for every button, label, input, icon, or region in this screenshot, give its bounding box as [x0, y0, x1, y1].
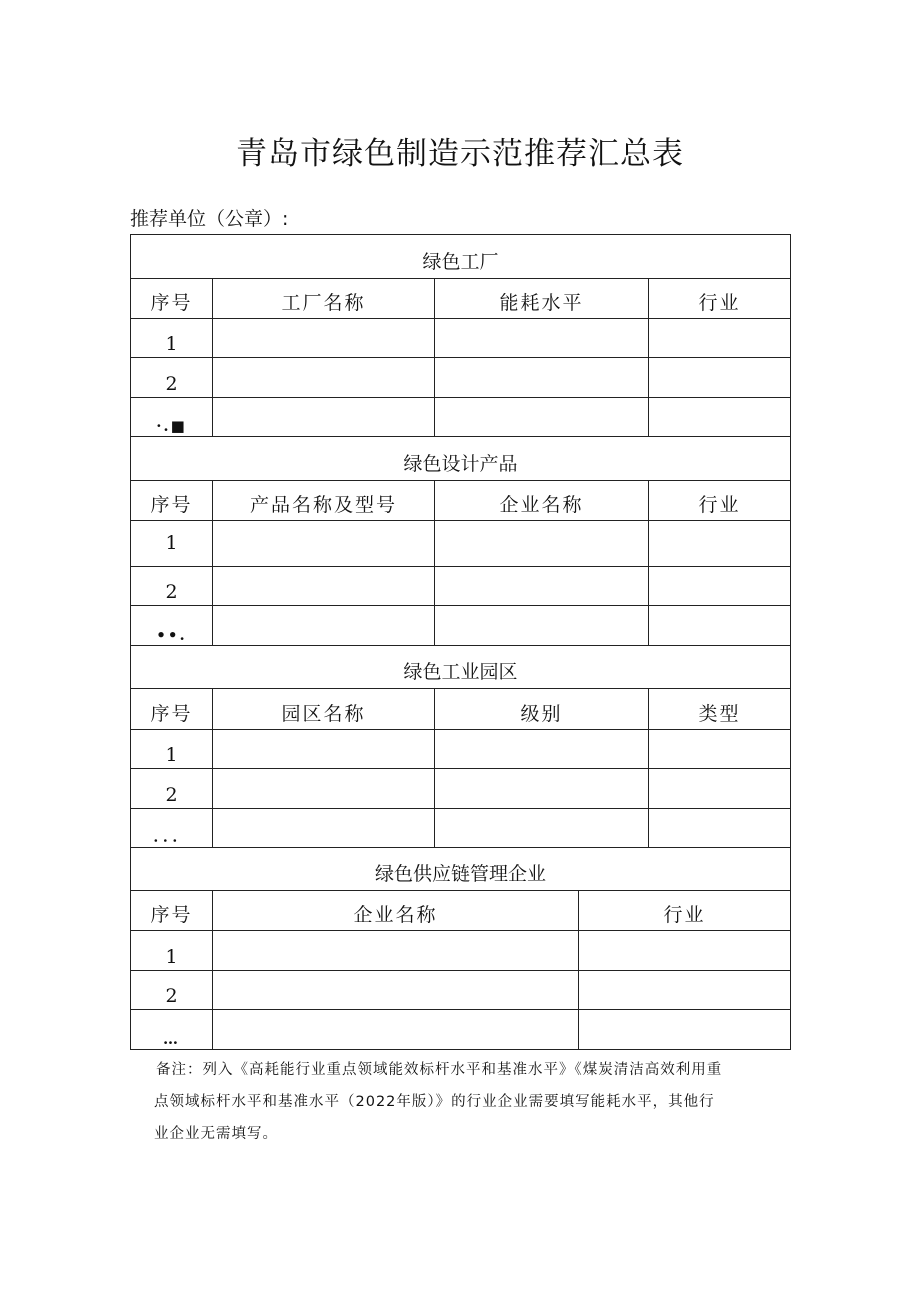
level-cell[interactable] [435, 730, 649, 769]
col-header-index: 序号 [131, 279, 213, 319]
table-row [131, 730, 791, 769]
type-cell[interactable] [649, 809, 791, 848]
energy-level-cell[interactable] [435, 319, 649, 358]
row-index: 1 [131, 521, 213, 567]
row-index-ellipsis: ••. [131, 606, 213, 646]
section-title-green-supply-chain: 绿色供应链管理企业 [131, 848, 791, 891]
row-index-ellipsis: … [131, 1010, 213, 1050]
level-cell[interactable] [435, 809, 649, 848]
table-row [131, 1010, 791, 1050]
col-header-company-name: 企业名称 [213, 891, 579, 931]
col-header-index: 序号 [131, 689, 213, 730]
table-row [131, 398, 791, 437]
col-header-industry: 行业 [649, 481, 791, 521]
section-header-row [131, 848, 791, 891]
row-index: 2 [131, 567, 213, 606]
table-row [131, 971, 791, 1010]
row-index: 1 [131, 730, 213, 769]
col-header-factory-name: 工厂名称 [213, 279, 435, 319]
column-header-row [131, 279, 791, 319]
footnote-line: 点领域标杆水平和基准水平（2022年版）》的行业企业需要填写能耗水平，其他行 [154, 1094, 715, 1110]
column-header-row [131, 689, 791, 730]
table-row [131, 521, 791, 567]
section-title-green-design-product: 绿色设计产品 [131, 437, 791, 481]
park-name-cell[interactable] [213, 809, 435, 848]
row-index-ellipsis: ．．． [131, 809, 213, 848]
industry-cell[interactable] [579, 931, 791, 971]
table-row [131, 567, 791, 606]
page-title: 青岛市绿色制造示范推荐汇总表 [236, 136, 684, 172]
col-header-product-name-model: 产品名称及型号 [213, 481, 435, 521]
energy-level-cell[interactable] [435, 398, 649, 437]
industry-cell[interactable] [649, 398, 791, 437]
company-name-cell[interactable] [435, 521, 649, 567]
col-header-index: 序号 [131, 891, 213, 931]
col-header-type: 类型 [649, 689, 791, 730]
industry-cell[interactable] [579, 1010, 791, 1050]
section-header-row [131, 646, 791, 689]
col-header-index: 序号 [131, 481, 213, 521]
type-cell[interactable] [649, 769, 791, 809]
table-row [131, 931, 791, 971]
industry-cell[interactable] [649, 567, 791, 606]
footnote-line: 备注：列入《高耗能行业重点领域能效标杆水平和基准水平》《煤炭清洁高效利用重 [156, 1062, 723, 1078]
section-title-green-industrial-park: 绿色工业园区 [131, 646, 791, 689]
product-name-cell[interactable] [213, 567, 435, 606]
table-row [131, 606, 791, 646]
table-row [131, 319, 791, 358]
company-name-cell[interactable] [435, 606, 649, 646]
industry-cell[interactable] [649, 521, 791, 567]
park-name-cell[interactable] [213, 730, 435, 769]
col-header-park-name: 园区名称 [213, 689, 435, 730]
col-header-industry: 行业 [649, 279, 791, 319]
industry-cell[interactable] [649, 319, 791, 358]
product-name-cell[interactable] [213, 606, 435, 646]
recommend-unit-label: 推荐单位（公章）: [130, 208, 289, 230]
product-name-cell[interactable] [213, 521, 435, 567]
section-header-row [131, 437, 791, 481]
industry-cell[interactable] [579, 971, 791, 1010]
company-name-cell[interactable] [213, 1010, 579, 1050]
column-header-row [131, 891, 791, 931]
level-cell[interactable] [435, 769, 649, 809]
company-name-cell[interactable] [213, 971, 579, 1010]
row-index: 1 [131, 319, 213, 358]
row-index: 1 [131, 931, 213, 971]
row-index: 2 [131, 971, 213, 1010]
row-index-ellipsis: ·.■ [131, 398, 213, 437]
section-header-row [131, 235, 791, 279]
energy-level-cell[interactable] [435, 358, 649, 398]
row-index: 2 [131, 769, 213, 809]
col-header-industry: 行业 [579, 891, 791, 931]
park-name-cell[interactable] [213, 769, 435, 809]
table-row [131, 769, 791, 809]
column-header-row [131, 481, 791, 521]
type-cell[interactable] [649, 730, 791, 769]
col-header-energy-level: 能耗水平 [435, 279, 649, 319]
industry-cell[interactable] [649, 358, 791, 398]
factory-name-cell[interactable] [213, 319, 435, 358]
industry-cell[interactable] [649, 606, 791, 646]
factory-name-cell[interactable] [213, 398, 435, 437]
footnote-line: 业企业无需填写。 [154, 1126, 278, 1142]
company-name-cell[interactable] [435, 567, 649, 606]
col-header-level: 级别 [435, 689, 649, 730]
section-title-green-factory: 绿色工厂 [131, 235, 791, 279]
row-index: 2 [131, 358, 213, 398]
factory-name-cell[interactable] [213, 358, 435, 398]
company-name-cell[interactable] [213, 931, 579, 971]
col-header-company-name: 企业名称 [435, 481, 649, 521]
table-row [131, 809, 791, 848]
footnote [156, 1054, 790, 1150]
table-row [131, 358, 791, 398]
summary-table [130, 234, 791, 1050]
